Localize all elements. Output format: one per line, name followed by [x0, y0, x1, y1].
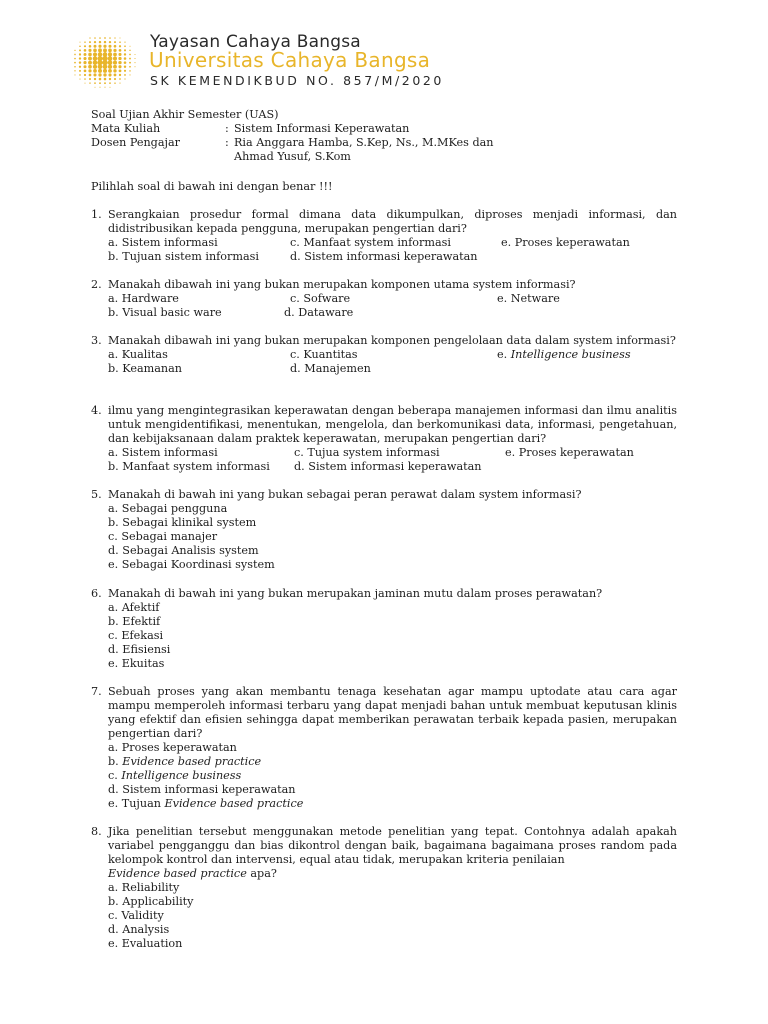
option-c: c. Validity	[108, 909, 164, 922]
options	[108, 236, 677, 264]
question-text-italic: Evidence based practice	[108, 867, 247, 880]
course-value: Sistem Informasi Keperawatan	[234, 122, 410, 135]
option-c	[108, 769, 241, 783]
lecturer-label: Dosen Pengajar	[91, 136, 180, 149]
question-number: 3.	[91, 334, 102, 347]
option-e: e. Netware	[497, 292, 560, 305]
option-e-prefix: e.	[497, 348, 511, 361]
question-number: 2.	[91, 278, 102, 291]
option-d: d. Sistem informasi keperawatan	[290, 250, 478, 263]
lecturer-value-1: Ria Anggara Hamba, S.Kep, Ns., M.MKes dan	[234, 136, 494, 149]
option-e: e. Proses keperawatan	[501, 236, 630, 249]
option-e: e. Sebagai Koordinasi system	[108, 558, 275, 571]
options	[108, 446, 677, 474]
org-name: Yayasan Cahaya Bangsa	[150, 32, 361, 52]
question-number: 6.	[91, 587, 102, 600]
question-number: 7.	[91, 685, 102, 698]
option-c-italic: Intelligence business	[121, 769, 242, 782]
lecturer-value-2: Ahmad Yusuf, S.Kom	[234, 150, 351, 163]
question-text: Manakah di bawah ini yang bukan sebagai peran perawat dalam system informasi?	[108, 488, 582, 501]
question-1	[91, 208, 677, 264]
option-a: a. Sistem informasi	[108, 236, 218, 249]
option-c: c. Kuantitas	[290, 348, 358, 361]
university-name: Universitas Cahaya Bangsa	[149, 48, 431, 72]
option-a: a. Proses keperawatan	[108, 741, 237, 754]
question-number: 1.	[91, 208, 102, 221]
question-text: Sebuah proses yang akan membantu tenaga kesehatan agar mampu uptodate atau cara agar mampu memperoleh informasi terbaru yang dapat menjadi bahan untuk membuat keputusan klinis yang efektif dan efisien sehingga dapat memberikan perawatan terbaik kepada pasien, merupakan pengertian dari?	[108, 685, 677, 740]
options	[108, 502, 677, 572]
options	[108, 292, 677, 320]
question-text: Manakah dibawah ini yang bukan merupakan komponen utama system informasi?	[108, 278, 576, 291]
colon: :	[225, 122, 229, 135]
question-text: Manakah dibawah ini yang bukan merupakan komponen pengelolaan data dalam system informasi?	[108, 334, 676, 347]
option-b: b. Manfaat system informasi	[108, 460, 270, 473]
question-text-tail: apa?	[246, 867, 277, 880]
question-text: Serangkaian prosedur formal dimana data dikumpulkan, diproses menjadi informasi, dan didistribusikan kepada pengguna, merupakan pengertian dari?	[108, 208, 677, 235]
option-a: a. Afektif	[108, 601, 160, 614]
question-4	[91, 404, 677, 474]
option-e-italic: Evidence based practice	[164, 797, 304, 810]
option-d: d. Dataware	[284, 306, 354, 319]
options	[108, 881, 677, 951]
question-number: 4.	[91, 404, 102, 417]
option-d: d. Sistem informasi keperawatan	[294, 460, 482, 473]
option-c: c. Tujua system informasi	[294, 446, 440, 459]
option-a: a. Sistem informasi	[108, 446, 218, 459]
option-d: d. Analysis	[108, 923, 170, 936]
option-b: b. Visual basic ware	[108, 306, 222, 319]
option-d: d. Manajemen	[290, 362, 371, 375]
option-e-italic: Intelligence business	[510, 348, 631, 361]
option-b: b. Efektif	[108, 615, 161, 628]
option-b: b. Tujuan sistem informasi	[108, 250, 259, 263]
option-a: a. Hardware	[108, 292, 179, 305]
option-a: a. Sebagai pengguna	[108, 502, 228, 515]
course-label: Mata Kuliah	[91, 122, 161, 135]
option-e	[108, 797, 303, 811]
decree-number: SK KEMENDIKBUD NO. 857/M/2020	[150, 73, 444, 88]
university-logo-icon	[62, 27, 144, 95]
question-text-main: Jika penelitian tersebut menggunakan metode penelitian yang tepat. Contohnya adalah apakah variabel pengganggu dan bias dikontrol dengan baik, bagaimana bagaimana proses random pada kelompok kontrol dan intervensi, equal atau tidak, merupakan kriteria penilaian	[108, 825, 677, 866]
question-text: Manakah di bawah ini yang bukan merupakan jaminan mutu dalam proses perawatan?	[108, 587, 603, 600]
question-number: 8.	[91, 825, 102, 838]
question-6	[91, 587, 677, 671]
question-5	[91, 488, 677, 572]
option-c: c. Efekasi	[108, 629, 164, 642]
option-c-prefix: c.	[108, 769, 122, 782]
options	[108, 348, 677, 376]
question-text	[108, 825, 677, 881]
option-b	[108, 755, 261, 769]
question-8	[91, 825, 677, 951]
option-b: b. Applicability	[108, 895, 194, 908]
colon: :	[225, 136, 229, 149]
option-c: c. Sofware	[290, 292, 351, 305]
option-e: e. Proses keperawatan	[505, 446, 634, 459]
option-d: d. Sebagai Analisis system	[108, 544, 259, 557]
option-b: b. Sebagai klinikal system	[108, 516, 257, 529]
option-c: c. Manfaat system informasi	[290, 236, 451, 249]
option-b-italic: Evidence based practice	[122, 755, 262, 768]
option-d: d. Efisiensi	[108, 643, 171, 656]
question-2	[91, 278, 677, 320]
option-d: d. Sistem informasi keperawatan	[108, 783, 296, 796]
options	[108, 741, 677, 811]
question-7	[91, 685, 677, 811]
option-c: c. Sebagai manajer	[108, 530, 218, 543]
exam-title: Soal Ujian Akhir Semester (UAS)	[91, 108, 279, 121]
option-e	[497, 348, 631, 362]
question-number: 5.	[91, 488, 102, 501]
option-e-prefix: e. Tujuan	[108, 797, 165, 810]
option-e: e. Ekuitas	[108, 657, 165, 670]
instruction: Pilihlah soal di bawah ini dengan benar !!!	[91, 180, 333, 193]
options	[108, 601, 677, 671]
option-b: b. Keamanan	[108, 362, 182, 375]
option-a: a. Kualitas	[108, 348, 168, 361]
question-3	[91, 334, 677, 376]
option-a: a. Reliability	[108, 881, 180, 894]
question-text: ilmu yang mengintegrasikan keperawatan dengan beberapa manajemen informasi dan ilmu analitis untuk mengidentifikasi, menentukan, mengelola, dan berkomunikasi data, informasi, pengetahuan, dan kebijaksanaan dalam praktek keperawatan, merupakan pengertian dari?	[108, 404, 677, 445]
option-e: e. Evaluation	[108, 937, 183, 950]
option-b-prefix: b.	[108, 755, 123, 768]
